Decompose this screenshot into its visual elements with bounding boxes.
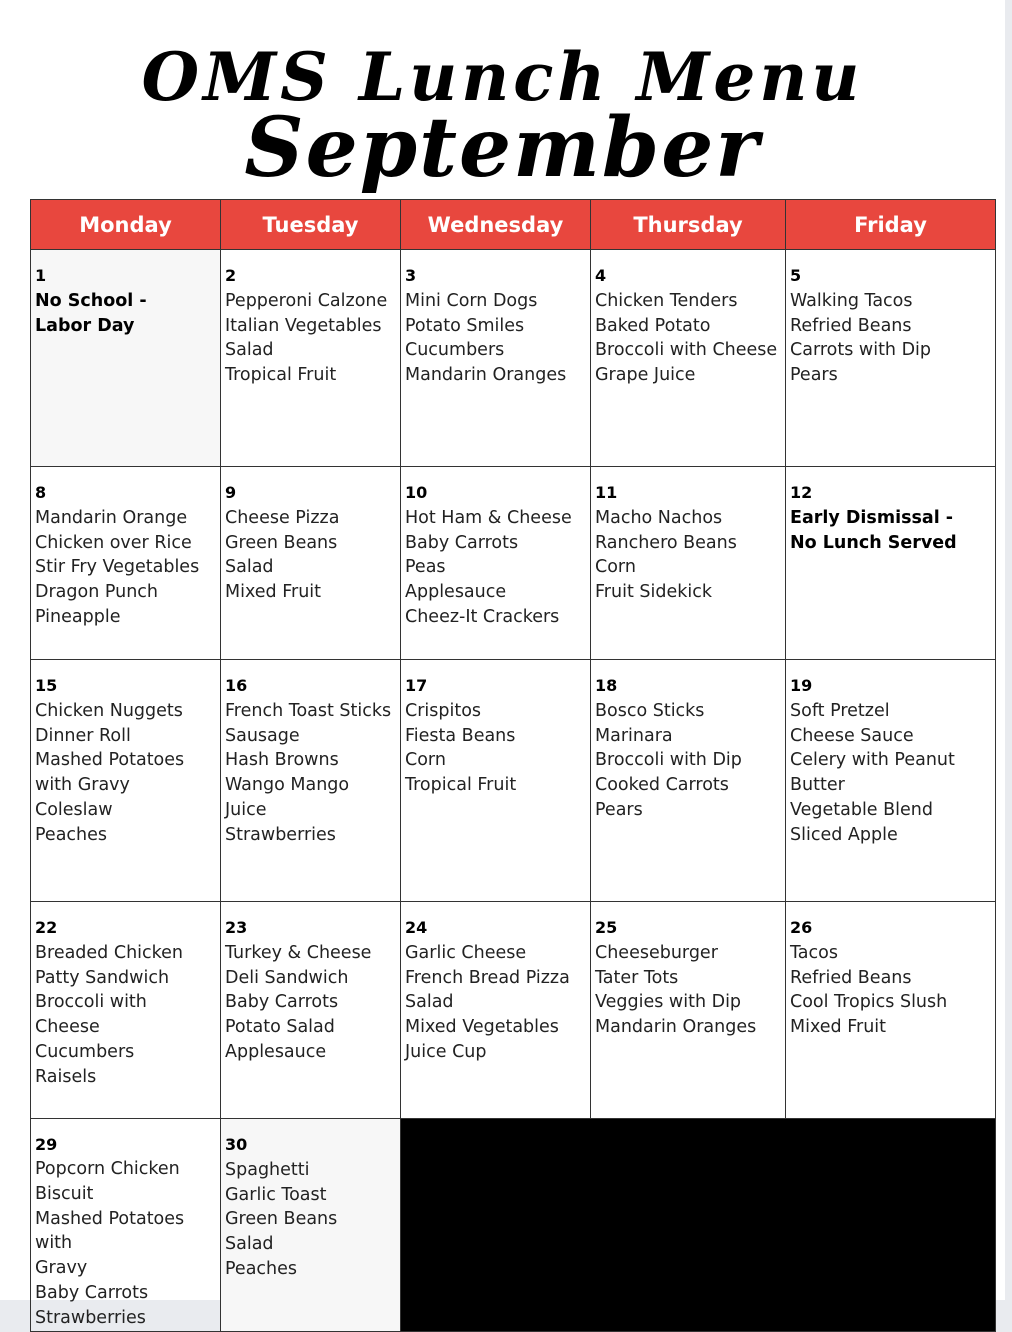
- menu-item: Salad: [225, 340, 274, 361]
- menu-item: Cheese Sauce: [790, 725, 914, 746]
- day-number: 18: [595, 676, 618, 695]
- menu-item: Juice: [225, 799, 267, 820]
- day-number: 4: [595, 266, 607, 285]
- menu-item: Macho Nachos: [595, 507, 723, 528]
- menu-item: Spaghetti: [225, 1159, 310, 1180]
- day-number: 30: [225, 1135, 248, 1154]
- menu-item: Cucumbers: [405, 340, 505, 361]
- day-number: 24: [405, 918, 428, 937]
- menu-item: Vegetable Blend: [790, 799, 933, 820]
- menu-item: Fruit Sidekick: [595, 582, 712, 603]
- menu-item: Juice Cup: [405, 1041, 487, 1062]
- menu-item: Chicken over Rice: [35, 532, 192, 553]
- week-row: [31, 660, 996, 902]
- day-cell: [221, 902, 401, 1119]
- day-cell: [591, 902, 786, 1119]
- week-row: [31, 902, 996, 1119]
- menu-item: Turkey & Cheese: [225, 942, 372, 963]
- day-cell: [221, 1119, 401, 1332]
- day-cell: [786, 250, 996, 467]
- menu-item: Strawberries: [35, 1307, 146, 1328]
- day-number: 19: [790, 676, 813, 695]
- menu-item: Chicken Tenders: [595, 290, 738, 311]
- menu-item: Green Beans: [225, 532, 338, 553]
- menu-item: Mixed Vegetables: [405, 1017, 559, 1038]
- day-number: 23: [225, 918, 248, 937]
- weekday-header: Wednesday: [401, 200, 591, 250]
- day-cell: [591, 467, 786, 660]
- lunch-calendar: [30, 199, 996, 1332]
- day-number: 15: [35, 676, 58, 695]
- menu-item: Italian Vegetables: [225, 315, 382, 336]
- menu-item: Ranchero Beans: [595, 532, 737, 553]
- menu-item: Broccoli with: [35, 992, 147, 1013]
- day-number: 2: [225, 266, 237, 285]
- day-cell: [221, 660, 401, 902]
- menu-item: Pineapple: [35, 606, 121, 627]
- menu-item: Applesauce: [225, 1041, 327, 1062]
- menu-item: Walking Tacos: [790, 290, 913, 311]
- day-number: 26: [790, 918, 813, 937]
- day-number: 17: [405, 676, 428, 695]
- menu-item: Mandarin Oranges: [405, 365, 567, 386]
- no-lunch-note: No School -: [35, 290, 147, 311]
- menu-item: Breaded Chicken: [35, 942, 184, 963]
- menu-item: Sliced Apple: [790, 824, 898, 845]
- menu-item: Cheeseburger: [595, 942, 718, 963]
- no-lunch-note: Early Dismissal -: [790, 507, 954, 528]
- week-row: [31, 1119, 996, 1332]
- menu-item: Wango Mango: [225, 775, 350, 796]
- menu-item: Tropical Fruit: [225, 365, 337, 386]
- menu-item: Celery with Peanut: [790, 750, 955, 771]
- menu-item: Potato Salad: [225, 1017, 335, 1038]
- day-cell: [591, 660, 786, 902]
- day-cell: [31, 1119, 221, 1332]
- menu-item: Broccoli with Dip: [595, 750, 742, 771]
- menu-item: Garlic Toast: [225, 1184, 327, 1205]
- day-cell: [31, 902, 221, 1119]
- menu-item: Strawberries: [225, 824, 336, 845]
- menu-item: French Toast Sticks: [225, 700, 392, 721]
- menu-item: Corn: [595, 557, 636, 578]
- menu-item: Refried Beans: [790, 315, 912, 336]
- menu-item: Biscuit: [35, 1183, 94, 1204]
- menu-item: with Gravy: [35, 775, 130, 796]
- menu-item: Tacos: [790, 942, 838, 963]
- menu-item: Mashed Potatoes with: [35, 1208, 185, 1254]
- day-cell: [401, 902, 591, 1119]
- menu-item: Applesauce: [405, 582, 507, 603]
- menu-item: Baby Carrots: [405, 532, 519, 553]
- day-number: 16: [225, 676, 248, 695]
- menu-item: Baby Carrots: [225, 992, 339, 1013]
- menu-item: Sausage: [225, 725, 300, 746]
- menu-item: Corn: [405, 750, 446, 771]
- menu-item: Salad: [405, 992, 454, 1013]
- menu-item: Cooked Carrots: [595, 775, 729, 796]
- menu-item: Broccoli with Cheese: [595, 340, 778, 361]
- menu-item: Stir Fry Vegetables: [35, 557, 200, 578]
- weekday-header: Monday: [31, 200, 221, 250]
- menu-item: Cucumbers: [35, 1041, 135, 1062]
- weekday-header: Tuesday: [221, 200, 401, 250]
- menu-item: Pears: [790, 365, 838, 386]
- menu-item: Dinner Roll: [35, 725, 131, 746]
- day-cell: [31, 660, 221, 902]
- menu-item: Salad: [225, 557, 274, 578]
- menu-item: Tropical Fruit: [405, 775, 517, 796]
- menu-item: Salad: [225, 1234, 274, 1255]
- menu-item: Veggies with Dip: [595, 992, 742, 1013]
- day-cell: [786, 660, 996, 902]
- menu-item: Mashed Potatoes: [35, 750, 185, 771]
- no-lunch-note: Labor Day: [35, 315, 135, 336]
- menu-item: Patty Sandwich: [35, 967, 170, 988]
- menu-item: Fiesta Beans: [405, 725, 516, 746]
- menu-item: Butter: [790, 775, 845, 796]
- menu-item: Chicken Nuggets: [35, 700, 183, 721]
- menu-item: Mixed Fruit: [225, 582, 322, 603]
- menu-item: Pears: [595, 799, 643, 820]
- weekday-header-row: [31, 200, 996, 250]
- menu-item: Refried Beans: [790, 967, 912, 988]
- weekday-header: Friday: [786, 200, 996, 250]
- day-number: 1: [35, 266, 47, 285]
- menu-item: Cool Tropics Slush: [790, 992, 948, 1013]
- menu-item: Mixed Fruit: [790, 1017, 887, 1038]
- day-cell: [591, 250, 786, 467]
- menu-item: Peaches: [35, 824, 108, 845]
- day-cell: [221, 467, 401, 660]
- menu-item: Baby Carrots: [35, 1282, 149, 1303]
- menu-item: Garlic Cheese: [405, 942, 527, 963]
- day-cell: [786, 467, 996, 660]
- menu-item: Coleslaw: [35, 799, 113, 820]
- day-cell: [31, 467, 221, 660]
- menu-item: Marinara: [595, 725, 673, 746]
- menu-item: Bosco Sticks: [595, 700, 705, 721]
- menu-item: Potato Smiles: [405, 315, 525, 336]
- day-cell: [401, 660, 591, 902]
- day-number: 22: [35, 918, 58, 937]
- day-cell: [221, 250, 401, 467]
- menu-item: French Bread Pizza: [405, 967, 570, 988]
- menu-item: Cheez-It Crackers: [405, 606, 560, 627]
- menu-item: Tater Tots: [595, 967, 679, 988]
- menu-item: Dragon Punch: [35, 582, 159, 603]
- no-lunch-note: No Lunch Served: [790, 532, 957, 553]
- weekday-header: Thursday: [591, 200, 786, 250]
- day-number: 25: [595, 918, 618, 937]
- day-cell: [786, 902, 996, 1119]
- menu-item: Hot Ham & Cheese: [405, 507, 572, 528]
- menu-item: Carrots with Dip: [790, 340, 932, 361]
- menu-item: Peaches: [225, 1258, 298, 1279]
- menu-item: Green Beans: [225, 1209, 338, 1230]
- menu-item: Cheese: [35, 1017, 100, 1038]
- menu-item: Popcorn Chicken: [35, 1159, 180, 1179]
- menu-item: Gravy: [35, 1258, 88, 1279]
- menu-title: OMS Lunch Menu: [141, 38, 864, 116]
- day-number: 8: [35, 483, 47, 502]
- month-title: September: [244, 100, 761, 196]
- day-cell: [401, 467, 591, 660]
- day-cell: [401, 250, 591, 467]
- menu-item: Peas: [405, 557, 446, 578]
- menu-item: Grape Juice: [595, 365, 696, 386]
- day-cell: [31, 250, 221, 467]
- menu-item: Baked Potato: [595, 315, 711, 336]
- week-row: [31, 467, 996, 660]
- day-number: 12: [790, 483, 813, 502]
- day-number: 3: [405, 266, 417, 285]
- empty-cell: [401, 1119, 996, 1332]
- menu-item: Soft Pretzel: [790, 700, 890, 721]
- menu-item: Deli Sandwich: [225, 967, 349, 988]
- menu-item: Pepperoni Calzone: [225, 290, 388, 311]
- week-row: [31, 250, 996, 467]
- menu-item: Hash Browns: [225, 750, 339, 771]
- menu-item: Crispitos: [405, 700, 482, 721]
- day-number: 5: [790, 266, 802, 285]
- menu-item: Mini Corn Dogs: [405, 290, 538, 311]
- day-number: 29: [35, 1135, 58, 1154]
- day-number: 11: [595, 483, 618, 502]
- day-number: 9: [225, 483, 237, 502]
- menu-item: Raisels: [35, 1066, 97, 1087]
- day-number: 10: [405, 483, 428, 502]
- menu-item: Mandarin Oranges: [595, 1017, 757, 1038]
- menu-item: Cheese Pizza: [225, 507, 340, 528]
- menu-item: Mandarin Orange: [35, 507, 188, 528]
